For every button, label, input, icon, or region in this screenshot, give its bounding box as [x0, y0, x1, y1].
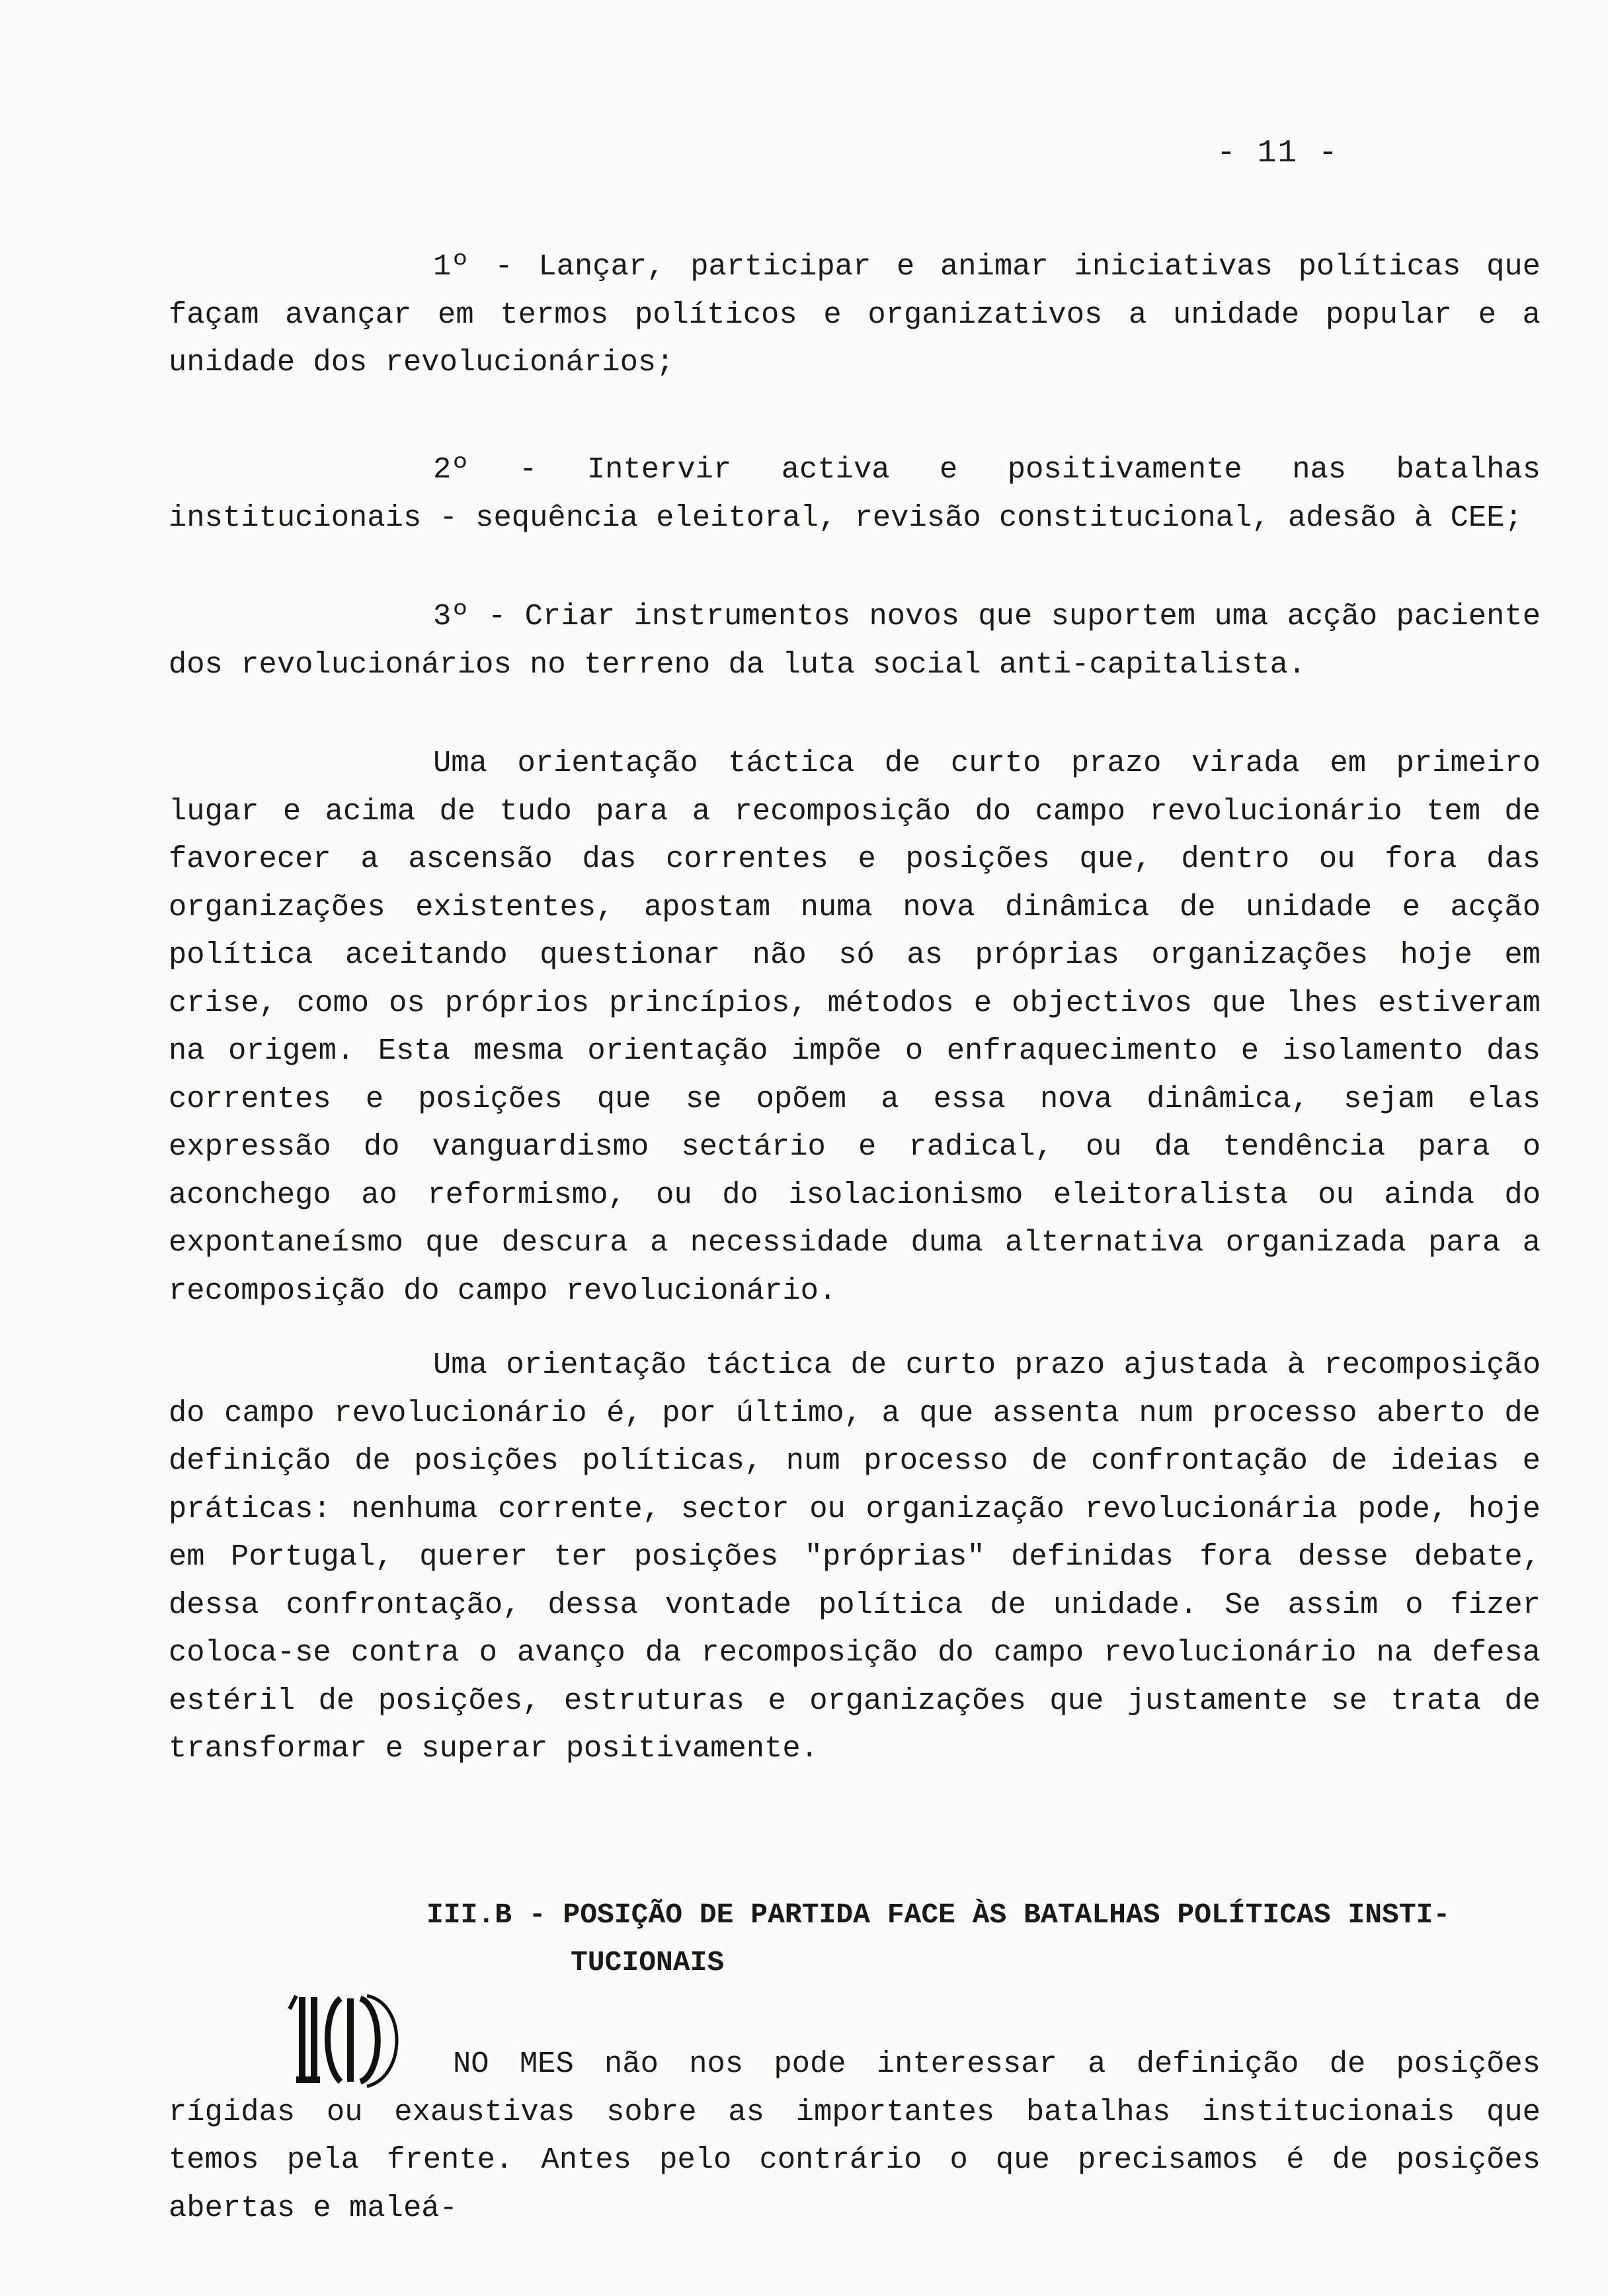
section-heading-line2: TUCIONAIS: [571, 1946, 725, 1979]
section-heading: [426, 1891, 1544, 1987]
body-paragraph-last: [169, 2040, 1541, 2232]
body-paragraph: Uma orientação táctica de curto prazo ajustada à recomposição do campo revolucionário é, por último, a que assenta num processo aberto de definição de posições políticas, num processo de confrontação de ideias e práticas: nenhuma corrente, sector ou organização revolucionária pode, hoje em Portugal, querer ter posições "próprias" definidas fora desse debate, dessa confrontação, dessa vontade política de unidade. Se assim o fizer coloca-se contra o avanço da recomposição do campo revolucionário na defesa estéril de posições, estruturas e organizações que justamente se trata de transformar e superar positivamente.: [169, 1348, 1541, 1766]
list-item: 3º - Criar instrumentos novos que suportem uma acção paciente dos revolucionários no terreno da luta social anti-capitalista.: [169, 599, 1541, 682]
last-paragraph-first-line: NO MES não nos pode interessar a definição de posições rígidas: [169, 2047, 1541, 2129]
list-item: 1º - Lançar, participar e animar iniciativas políticas que façam avançar em termos políticos e organizativos a unidade popular e a unidade dos revolucionários;: [169, 249, 1541, 380]
body-paragraph: Uma orientação táctica de curto prazo virada em primeiro lugar e acima de tudo para a recomposição do campo revolucionário tem de favorecer a ascensão das correntes e posições que, dentro ou fora das organizações existentes, apostam numa nova dinâmica de unidade e acção política aceitando questionar não só as próprias organizações hoje em crise, como os próprios princípios, métodos e objectivos que lhes estiveram na origem. Esta mesma orientação impõe o enfraquecimento e isolamento das correntes e posições que se opõem a essa nova dinâmica, sejam elas expressão do vanguardismo sectário e radical, ou da tendência para o aconchego ao reformismo, ou do isolacionismo eleitoralista ou ainda do expontaneísmo que descura a necessidade duma alternativa organizada para a recomposição do campo revolucionário.: [169, 746, 1541, 1308]
list-item: 2º - Intervir activa e positivamente nas batalhas institucionais - sequência eleitoral, revisão constitucional, adesão à CEE;: [169, 452, 1541, 535]
page-number: - 11 -: [1217, 136, 1339, 171]
section-heading-line1: III.B - POSIÇÃO DE PARTIDA FACE ÀS BATALHAS POLÍTICAS INSTI-: [426, 1899, 1451, 1931]
last-paragraph-rest: ou exaustivas sobre as importantes batalhas institucionais que temos pela frente. Antes pelo contrário o que precisamos é de posições abertas e maleá-: [169, 2094, 1541, 2225]
